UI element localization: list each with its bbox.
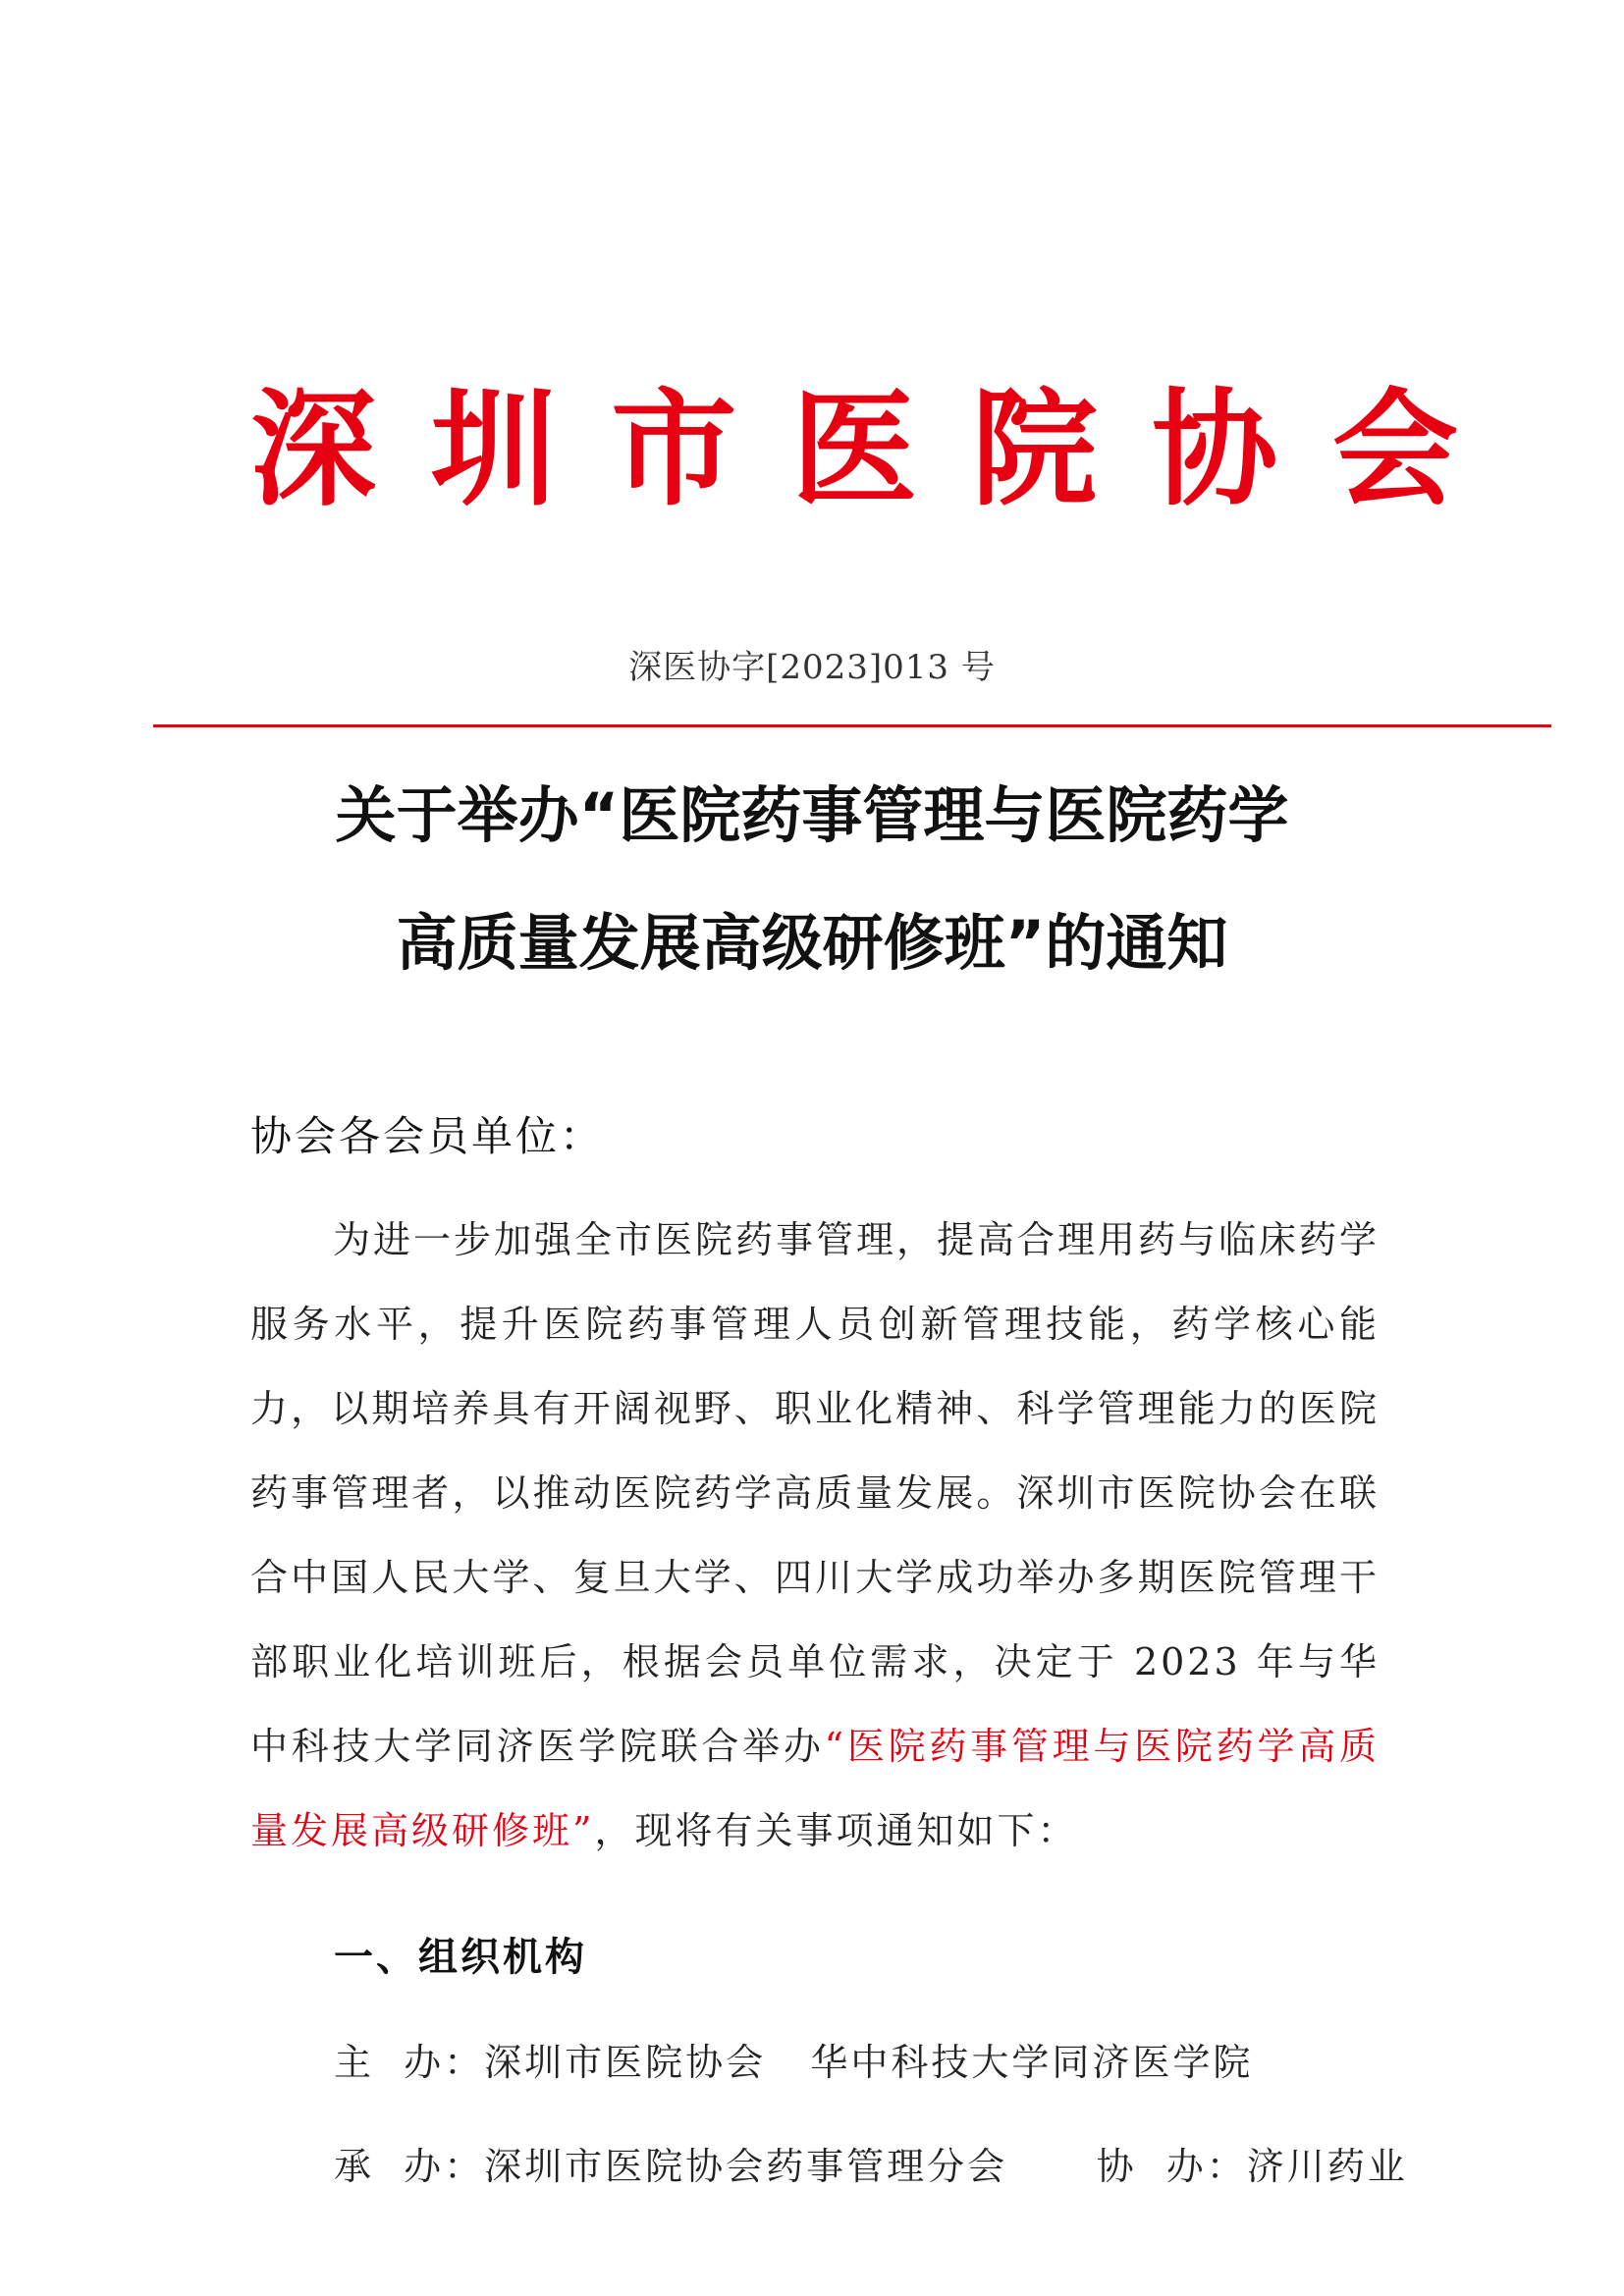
organizer-line: 承 办：深圳市医院协会药事管理分会 协 办：济川药业 xyxy=(334,2145,1408,2188)
body-text-part-2: ，现将有关事项通知如下： xyxy=(594,1809,1078,1852)
section-heading-organization: 一、组织机构 xyxy=(334,1934,587,1980)
masthead-char: 会 xyxy=(1331,377,1458,523)
highlighted-program-name: “医院药事管理与医院药学高质量发展高级研修班” xyxy=(250,1725,1380,1852)
masthead-char: 圳 xyxy=(430,377,557,523)
notice-title-line-1: 关于举办“医院药事管理与医院药学 xyxy=(335,779,1289,851)
salutation: 协会各会员单位： xyxy=(250,1112,605,1160)
document-number: 深医协字[2023]013 号 xyxy=(628,648,996,687)
host-line: 主 办：深圳市医院协会 华中科技大学同济医学院 xyxy=(334,2041,1254,2084)
masthead-char: 院 xyxy=(971,377,1098,523)
body-text-part-1: 为进一步加强全市医院药事管理，提高合理用药与临床药学服务水平，提升医院药事管理人员创新管理技能，药学核心能力，以期培养具有开阔视野、职业化精神、科学管理能力的医院药事管理者，以推动医院药学高质量发展。深圳市医院协会在联合中国人民大学、复旦大学、四川大学成功举办多期医院管理干部职业化培训班后，根据会员单位需求，决定于 2023 年与华中科技大学同济医学院联合举办 xyxy=(250,1218,1380,1768)
notice-title-line-2: 高质量发展高级研修班”的通知 xyxy=(396,907,1228,979)
masthead-title xyxy=(250,377,1458,523)
body-paragraph xyxy=(250,1198,1380,1873)
masthead-char: 市 xyxy=(611,377,737,523)
masthead-char: 医 xyxy=(790,377,917,523)
masthead-char: 深 xyxy=(250,377,377,523)
masthead-char: 协 xyxy=(1152,377,1278,523)
red-divider xyxy=(153,724,1551,727)
